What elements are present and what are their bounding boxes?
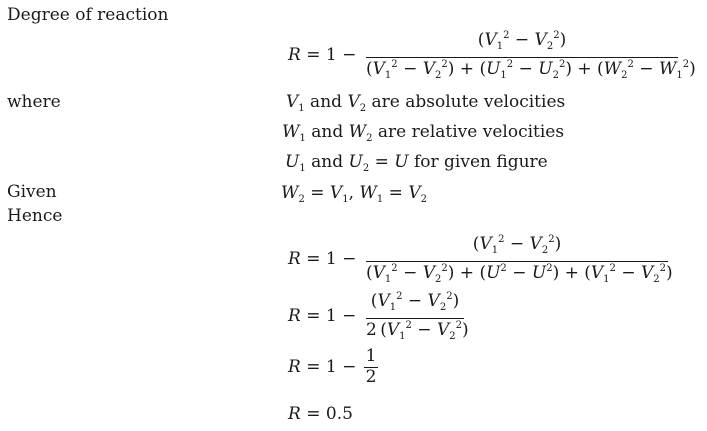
absolute-velocity-statement: $V_1$ and $V_2$ are absolute velocities (286, 92, 566, 114)
given-equation: $W_2 = V_1$, $W_1 = V_2$ (281, 183, 427, 205)
given-label: Given (7, 182, 57, 202)
where-label: where (7, 92, 61, 112)
blade-velocity-statement: $U_1$ and $U_2 = U$ for given figure (285, 152, 548, 174)
result-value: 0.5 (325, 404, 353, 424)
degree-of-reaction-heading: Degree of reaction (7, 5, 169, 25)
relative-velocity-statement: $W_1$ and $W_2$ are relative velocities (282, 122, 565, 144)
final-result: R = 0.5 (288, 404, 353, 424)
hence-label: Hence (7, 206, 63, 226)
